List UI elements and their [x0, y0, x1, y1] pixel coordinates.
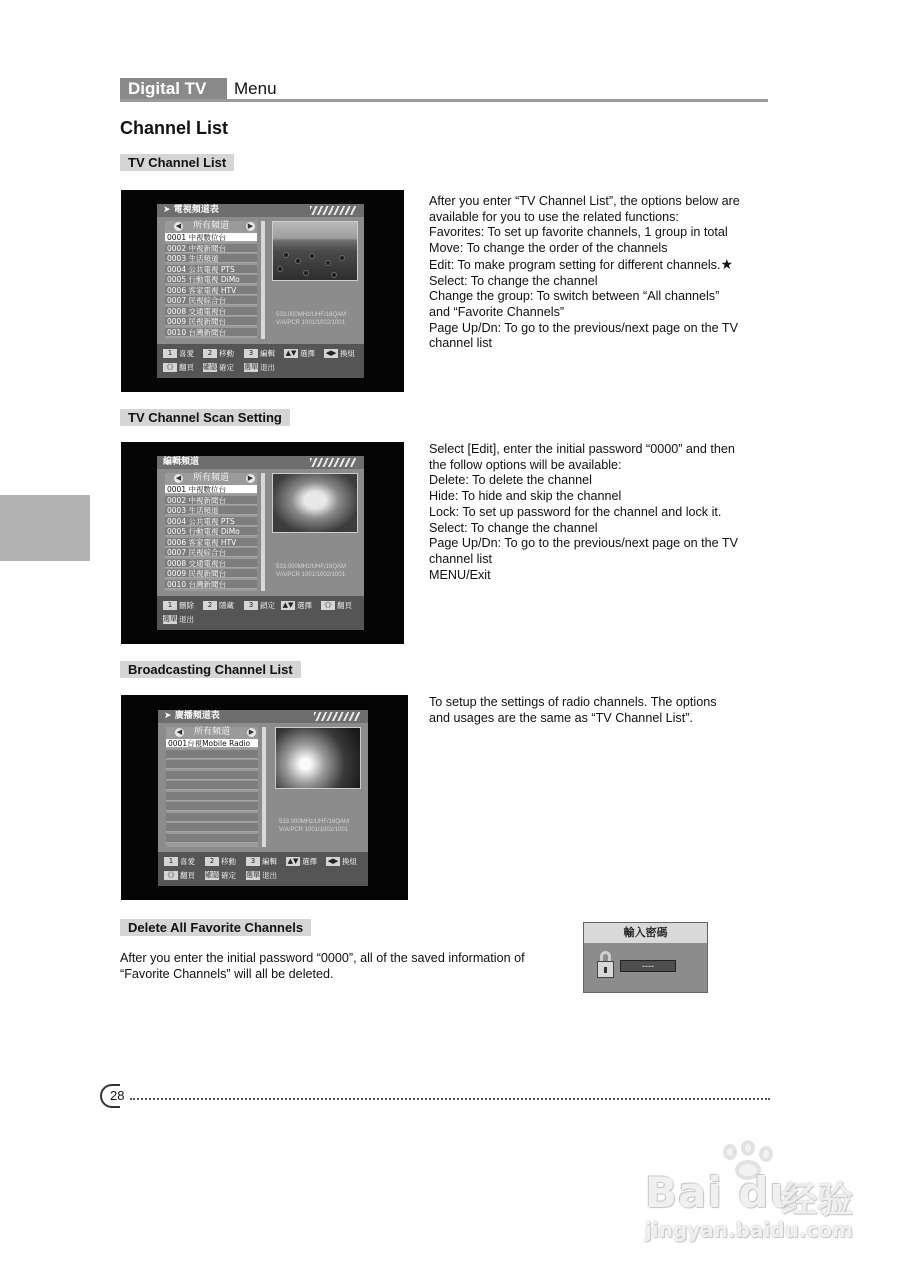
preview-image	[272, 473, 358, 533]
key-hide: 2 隱藏	[203, 601, 234, 610]
channel-row[interactable]: 0003 生活頻道	[165, 506, 257, 515]
footer-dotted-rule	[130, 1098, 770, 1100]
key-favorite: 1 喜愛	[163, 349, 194, 358]
key-move: 2 移動	[203, 349, 234, 358]
password-dialog	[583, 922, 708, 993]
header-subsection: Menu	[234, 79, 277, 98]
empty-row	[166, 802, 258, 811]
section-label-broadcasting: Broadcasting Channel List	[120, 661, 301, 678]
empty-row	[166, 781, 258, 790]
pointer-arrow-icon: ➤	[163, 205, 174, 215]
page-title: Channel List	[120, 118, 229, 138]
section-label-tv-channel-list: TV Channel List	[120, 154, 234, 171]
key-select: ▲▼ 選擇	[285, 349, 315, 358]
channel-row[interactable]: 0006 客家電視 HTV	[165, 286, 257, 295]
empty-row	[166, 834, 258, 843]
channel-row[interactable]: 0007 民視綜合台	[165, 548, 257, 557]
group-header: ◀ 所有頻道 ▶	[176, 727, 255, 737]
section-label-scan-setting: TV Channel Scan Setting	[120, 409, 290, 426]
channel-row[interactable]: 0001 中視數位台	[165, 485, 257, 494]
channel-row[interactable]: 0005 行動電視 DiMo	[165, 275, 257, 284]
key-edit: 3 編輯	[246, 857, 277, 866]
scrollbar[interactable]	[261, 473, 265, 591]
key-exit: 選單 退出	[244, 363, 275, 372]
empty-row	[166, 750, 258, 759]
group-header: ◀ 所有頻道 ▶	[175, 221, 254, 231]
tv-channel-list-description: After you enter “TV Channel List”, the options below are available for you to use the related functions: Favorites: To set up favorite channels, 1 group in total Move: To change the order of the channels Edit: To make program setting for different channels.★ Select: To change the channel Change the group: To switch between “All channels” and “Favorite Channels” Page Up/Dn: To go to the previous/next page on the TV channel list	[429, 194, 740, 351]
channel-row[interactable]: 0004 公共電視 PTS	[165, 265, 257, 274]
key-confirm: 確認 確定	[203, 363, 234, 372]
osd-panel	[157, 204, 364, 378]
delete-favorites-description: After you enter the initial password “0000”, all of the saved information of “Favorite Channels” will all be deleted.	[120, 951, 525, 981]
key-group: ◀▶ 換組	[327, 857, 357, 866]
right-arrow-icon[interactable]: ▶	[247, 222, 254, 230]
channel-row[interactable]: 0006 客家電視 HTV	[165, 538, 257, 547]
key-delete: 1 刪除	[163, 601, 194, 610]
osd-panel	[157, 456, 364, 630]
channel-row[interactable]: 0005 行動電視 DiMo	[165, 527, 257, 536]
empty-row	[166, 792, 258, 801]
channel-row[interactable]: 0009 民視新聞台	[165, 317, 257, 326]
osd-title-bar: ➤ 廣播頻道表	[158, 710, 368, 723]
channel-list	[166, 727, 258, 847]
tv-channel-list-screenshot	[121, 190, 404, 392]
key-lock: 3 鎖定	[244, 601, 275, 610]
scan-setting-screenshot	[121, 442, 404, 644]
right-arrow-icon[interactable]: ▶	[248, 728, 255, 736]
channel-row[interactable]: 0010 台灣新聞台	[165, 580, 257, 589]
empty-row	[166, 813, 258, 822]
scan-setting-description: Select [Edit], enter the initial password “0000” and then the follow options will be available: Delete: To delete the channel Hide: To hide and skip the channel Lock: To set up password for the channel and lock it. Select: To change the channel Page Up/Dn: To go to the previous/next page on the TV channel list MENU/Exit	[429, 442, 738, 582]
broadcasting-description: To setup the settings of radio channels. The options and usages are the same as “TV Channel List”.	[429, 695, 717, 725]
password-input[interactable]: ----	[620, 960, 676, 972]
channel-row[interactable]: 0008 交通電視台	[165, 559, 257, 568]
preview-image	[272, 221, 358, 281]
key-exit: 選單 退出	[246, 871, 277, 880]
channel-row[interactable]: 0003 生活頻道	[165, 254, 257, 263]
pid-info: V/A/PCR 1001/1002/1001	[279, 827, 349, 833]
header-rule	[120, 99, 768, 102]
stripes-decor	[314, 712, 360, 721]
channel-row[interactable]: 0010 台灣新聞台	[165, 328, 257, 337]
group-header: ◀ 所有頻道 ▶	[175, 473, 254, 483]
star-icon: ★	[720, 255, 734, 272]
osd-panel	[158, 710, 368, 886]
watermark-url: jingyan.baidu.com	[645, 1218, 853, 1242]
key-move: 2 移動	[205, 857, 236, 866]
osd-title-bar: 編輯頻道	[157, 456, 364, 469]
page-number: 28	[110, 1088, 125, 1103]
empty-row	[166, 760, 258, 769]
channel-row[interactable]: 0004 公共電視 PTS	[165, 517, 257, 526]
lock-keyhole	[604, 967, 607, 973]
key-page: 《》 翻頁	[164, 871, 195, 880]
key-favorite: 1 喜愛	[164, 857, 195, 866]
stripes-decor	[310, 458, 356, 467]
empty-row	[166, 771, 258, 780]
empty-row	[166, 823, 258, 832]
left-arrow-icon[interactable]: ◀	[175, 222, 182, 230]
baidu-watermark	[643, 1142, 858, 1242]
key-group: ◀▶ 換組	[325, 349, 355, 358]
preview-image	[275, 727, 361, 789]
left-arrow-icon[interactable]: ◀	[175, 474, 182, 482]
key-page: 《》 翻頁	[163, 363, 194, 372]
osd-title-bar: ➤ 電視頻道表	[157, 204, 364, 217]
side-thumb-tab	[0, 495, 90, 561]
right-arrow-icon[interactable]: ▶	[247, 474, 254, 482]
stripes-decor	[310, 206, 356, 215]
channel-list	[165, 473, 257, 591]
scrollbar[interactable]	[262, 727, 266, 847]
header-section-tab: Digital TV	[120, 78, 227, 100]
channel-row[interactable]: 0001 中視數位台	[165, 233, 257, 242]
signal-info: 533.000MHz/UHF/16QAM	[276, 312, 347, 318]
key-guide	[158, 852, 368, 886]
scrollbar[interactable]	[261, 221, 265, 339]
channel-row[interactable]: 0001台視Mobile Radio	[166, 739, 258, 748]
dialog-title: 輸入密碼	[584, 923, 707, 943]
broadcasting-list-screenshot	[121, 695, 408, 900]
watermark-brand-cn: 经验	[781, 1180, 854, 1221]
key-guide	[157, 596, 364, 630]
pointer-arrow-icon: ➤	[164, 711, 175, 721]
channel-row[interactable]: 0009 民視新聞台	[165, 569, 257, 578]
pid-info: V/A/PCR 1001/1002/1001	[276, 320, 346, 326]
section-label-delete-favorites: Delete All Favorite Channels	[120, 919, 311, 936]
key-edit: 3 編輯	[244, 349, 275, 358]
pid-info: V/A/PCR 1001/1002/1001	[276, 572, 346, 578]
key-select: ▲▼ 選擇	[282, 601, 312, 610]
channel-row[interactable]: 0007 民視綜合台	[165, 296, 257, 305]
key-confirm: 確認 確定	[205, 871, 236, 880]
signal-info: 533.000MHz/UHF/16QAM	[279, 819, 350, 825]
channel-row[interactable]: 0002 中視新聞台	[165, 496, 257, 505]
signal-info: 533.000MHz/UHF/16QAM	[276, 564, 347, 570]
channel-list	[165, 221, 257, 339]
channel-row[interactable]: 0002 中視新聞台	[165, 244, 257, 253]
key-guide	[157, 344, 364, 378]
channel-row[interactable]: 0008 交通電視台	[165, 307, 257, 316]
key-exit: 選單 退出	[163, 615, 194, 624]
page-header	[120, 78, 768, 102]
left-arrow-icon[interactable]: ◀	[176, 728, 183, 736]
watermark-brand: Bai du	[645, 1168, 801, 1217]
key-page: 《》 翻頁	[321, 601, 352, 610]
key-select: ▲▼ 選擇	[287, 857, 317, 866]
